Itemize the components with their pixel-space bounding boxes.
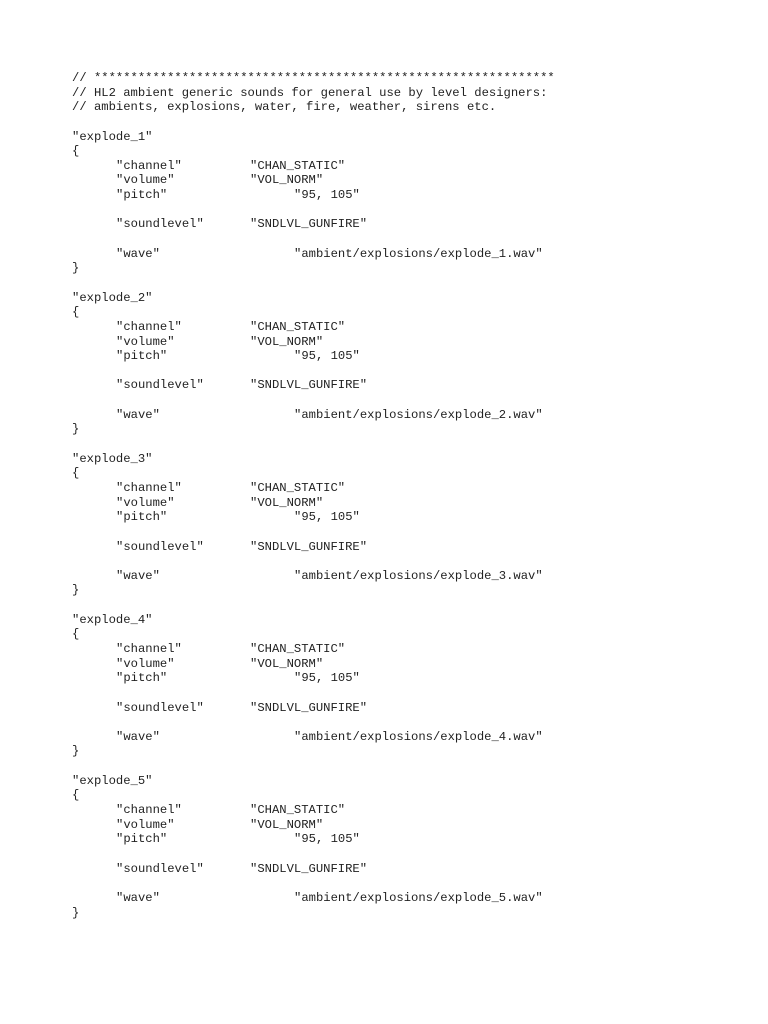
channel-value: "CHAN_STATIC" — [250, 803, 346, 818]
wave-value: "ambient/explosions/explode_1.wav" — [294, 246, 543, 261]
soundlevel-row — [72, 701, 752, 716]
volume-key: "volume" — [116, 334, 175, 349]
open-brace: { — [72, 627, 80, 642]
document-page — [72, 71, 752, 920]
volume-key: "volume" — [116, 817, 175, 832]
header-comment-categories: // ambients, explosions, water, fire, weather, sirens etc. — [72, 100, 497, 115]
pitch-key: "pitch" — [116, 510, 168, 525]
soundlevel-key: "soundlevel" — [116, 861, 204, 876]
open-brace: { — [72, 466, 80, 481]
wave-key: "wave" — [116, 407, 160, 422]
close-brace: } — [72, 744, 80, 759]
open-brace: { — [72, 144, 80, 159]
channel-row — [72, 481, 752, 496]
channel-value: "CHAN_STATIC" — [250, 641, 346, 656]
open-brace: { — [72, 788, 80, 803]
volume-key: "volume" — [116, 173, 175, 188]
sound-entry — [72, 452, 752, 598]
close-brace: } — [72, 261, 80, 276]
channel-row — [72, 320, 752, 335]
soundlevel-row — [72, 217, 752, 232]
soundlevel-key: "soundlevel" — [116, 539, 204, 554]
soundlevel-value: "SNDLVL_GUNFIRE" — [250, 217, 368, 232]
pitch-value: "95, 105" — [294, 349, 360, 364]
channel-value: "CHAN_STATIC" — [250, 158, 346, 173]
wave-key: "wave" — [116, 729, 160, 744]
close-brace: } — [72, 422, 80, 437]
open-brace: { — [72, 305, 80, 320]
soundlevel-row — [72, 378, 752, 393]
volume-row — [72, 657, 752, 672]
volume-key: "volume" — [116, 495, 175, 510]
sound-entry — [72, 291, 752, 437]
pitch-row — [72, 671, 752, 686]
pitch-key: "pitch" — [116, 349, 168, 364]
wave-row — [72, 569, 752, 584]
wave-value: "ambient/explosions/explode_4.wav" — [294, 729, 543, 744]
entry-name: "explode_1" — [72, 129, 153, 144]
soundlevel-key: "soundlevel" — [116, 378, 204, 393]
channel-row — [72, 159, 752, 174]
volume-value: "VOL_NORM" — [250, 173, 324, 188]
pitch-key: "pitch" — [116, 188, 168, 203]
channel-key: "channel" — [116, 803, 182, 818]
wave-row — [72, 730, 752, 745]
pitch-value: "95, 105" — [294, 671, 360, 686]
pitch-key: "pitch" — [116, 671, 168, 686]
sound-entry — [72, 130, 752, 276]
entry-name: "explode_3" — [72, 451, 153, 466]
volume-row — [72, 173, 752, 188]
sound-entry — [72, 613, 752, 759]
volume-row — [72, 818, 752, 833]
entry-name: "explode_2" — [72, 290, 153, 305]
soundlevel-value: "SNDLVL_GUNFIRE" — [250, 700, 368, 715]
wave-value: "ambient/explosions/explode_5.wav" — [294, 890, 543, 905]
header-comment-title: // HL2 ambient generic sounds for general use by level designers: — [72, 85, 548, 100]
volume-row — [72, 496, 752, 511]
pitch-row — [72, 510, 752, 525]
wave-value: "ambient/explosions/explode_3.wav" — [294, 568, 543, 583]
pitch-value: "95, 105" — [294, 188, 360, 203]
channel-key: "channel" — [116, 158, 182, 173]
pitch-key: "pitch" — [116, 832, 168, 847]
soundlevel-value: "SNDLVL_GUNFIRE" — [250, 861, 368, 876]
header-comment-stars: // *************************************************************** — [72, 71, 555, 85]
channel-key: "channel" — [116, 480, 182, 495]
wave-key: "wave" — [116, 568, 160, 583]
pitch-value: "95, 105" — [294, 832, 360, 847]
channel-row — [72, 642, 752, 657]
wave-row — [72, 247, 752, 262]
wave-row — [72, 408, 752, 423]
volume-key: "volume" — [116, 656, 175, 671]
wave-key: "wave" — [116, 246, 160, 261]
pitch-value: "95, 105" — [294, 510, 360, 525]
volume-value: "VOL_NORM" — [250, 656, 324, 671]
close-brace: } — [72, 583, 80, 598]
pitch-row — [72, 832, 752, 847]
pitch-row — [72, 349, 752, 364]
channel-key: "channel" — [116, 641, 182, 656]
channel-key: "channel" — [116, 319, 182, 334]
volume-value: "VOL_NORM" — [250, 334, 324, 349]
channel-row — [72, 803, 752, 818]
soundlevel-value: "SNDLVL_GUNFIRE" — [250, 378, 368, 393]
soundlevel-key: "soundlevel" — [116, 700, 204, 715]
soundlevel-row — [72, 862, 752, 877]
wave-row — [72, 891, 752, 906]
close-brace: } — [72, 905, 80, 920]
volume-row — [72, 335, 752, 350]
volume-value: "VOL_NORM" — [250, 817, 324, 832]
soundlevel-row — [72, 540, 752, 555]
channel-value: "CHAN_STATIC" — [250, 319, 346, 334]
sound-entry — [72, 774, 752, 920]
wave-value: "ambient/explosions/explode_2.wav" — [294, 407, 543, 422]
entry-name: "explode_4" — [72, 612, 153, 627]
entry-name: "explode_5" — [72, 773, 153, 788]
soundlevel-value: "SNDLVL_GUNFIRE" — [250, 539, 368, 554]
volume-value: "VOL_NORM" — [250, 495, 324, 510]
pitch-row — [72, 188, 752, 203]
channel-value: "CHAN_STATIC" — [250, 480, 346, 495]
soundlevel-key: "soundlevel" — [116, 217, 204, 232]
wave-key: "wave" — [116, 890, 160, 905]
